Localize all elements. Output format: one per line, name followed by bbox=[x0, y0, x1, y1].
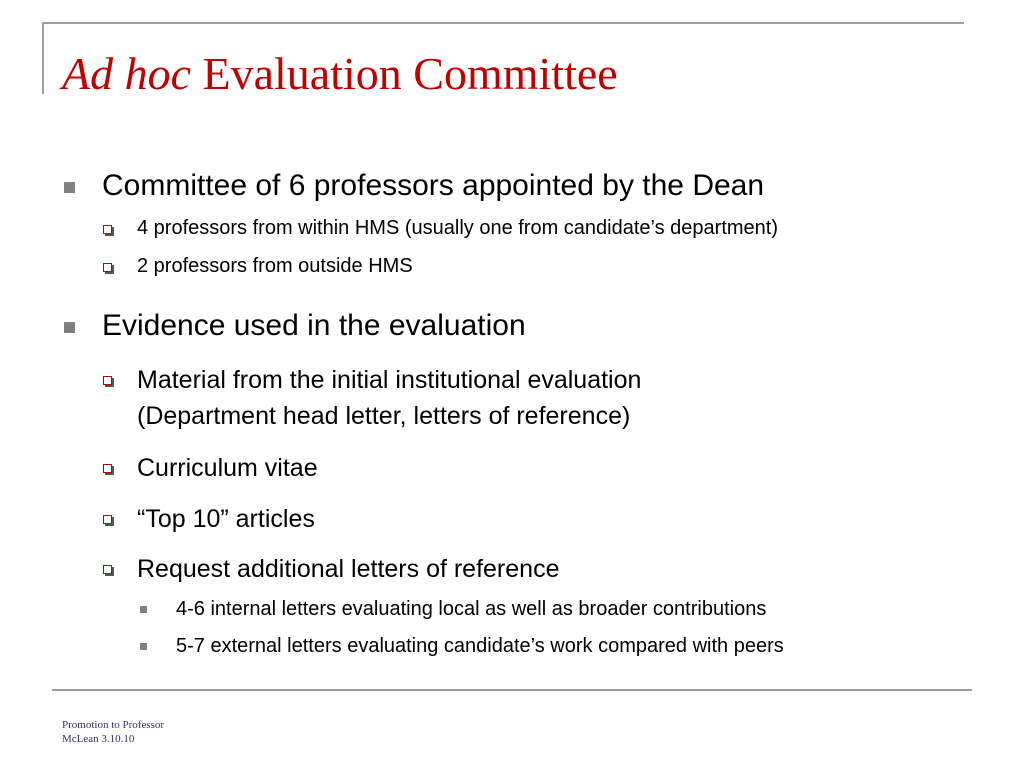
footer-divider bbox=[52, 689, 972, 691]
footer-author-date: McLean 3.10.10 bbox=[62, 733, 135, 745]
hollow-square-bullet-icon bbox=[103, 263, 112, 272]
hollow-square-bullet-icon bbox=[103, 515, 112, 524]
subsubbullet-text: 4-6 internal letters evaluating local as well as broader contributions bbox=[176, 598, 767, 620]
bullet-text: Evidence used in the evaluation bbox=[102, 309, 526, 342]
subbullet-text-continued: (Department head letter, letters of reference) bbox=[137, 402, 631, 430]
small-square-bullet-icon bbox=[140, 643, 147, 650]
subbullet-text: Curriculum vitae bbox=[137, 454, 318, 482]
slide-title-rest: Evaluation Committee bbox=[191, 48, 618, 99]
square-bullet-icon bbox=[64, 322, 75, 333]
subbullet-text: Request additional letters of reference bbox=[137, 555, 560, 583]
subbullet-text: 4 professors from within HMS (usually one from candidate’s department) bbox=[137, 217, 779, 239]
hollow-square-bullet-icon bbox=[103, 565, 112, 574]
slide-title-italic: Ad hoc bbox=[62, 48, 192, 99]
bullet-text: Committee of 6 professors appointed by the Dean bbox=[102, 169, 765, 202]
footer-title: Promotion to Professor bbox=[62, 719, 165, 731]
subsubbullet-text: 5-7 external letters evaluating candidate’s work compared with peers bbox=[176, 635, 784, 657]
small-square-bullet-icon bbox=[140, 606, 147, 613]
subbullet-text: Material from the initial institutional evaluation bbox=[137, 366, 642, 394]
subbullet-text: 2 professors from outside HMS bbox=[137, 255, 413, 277]
footer bbox=[62, 718, 164, 746]
subbullet-text: “Top 10” articles bbox=[137, 505, 315, 533]
square-bullet-icon bbox=[64, 182, 75, 193]
hollow-square-bullet-icon bbox=[103, 464, 112, 473]
hollow-square-bullet-icon bbox=[103, 225, 112, 234]
hollow-square-bullet-icon bbox=[103, 376, 112, 385]
